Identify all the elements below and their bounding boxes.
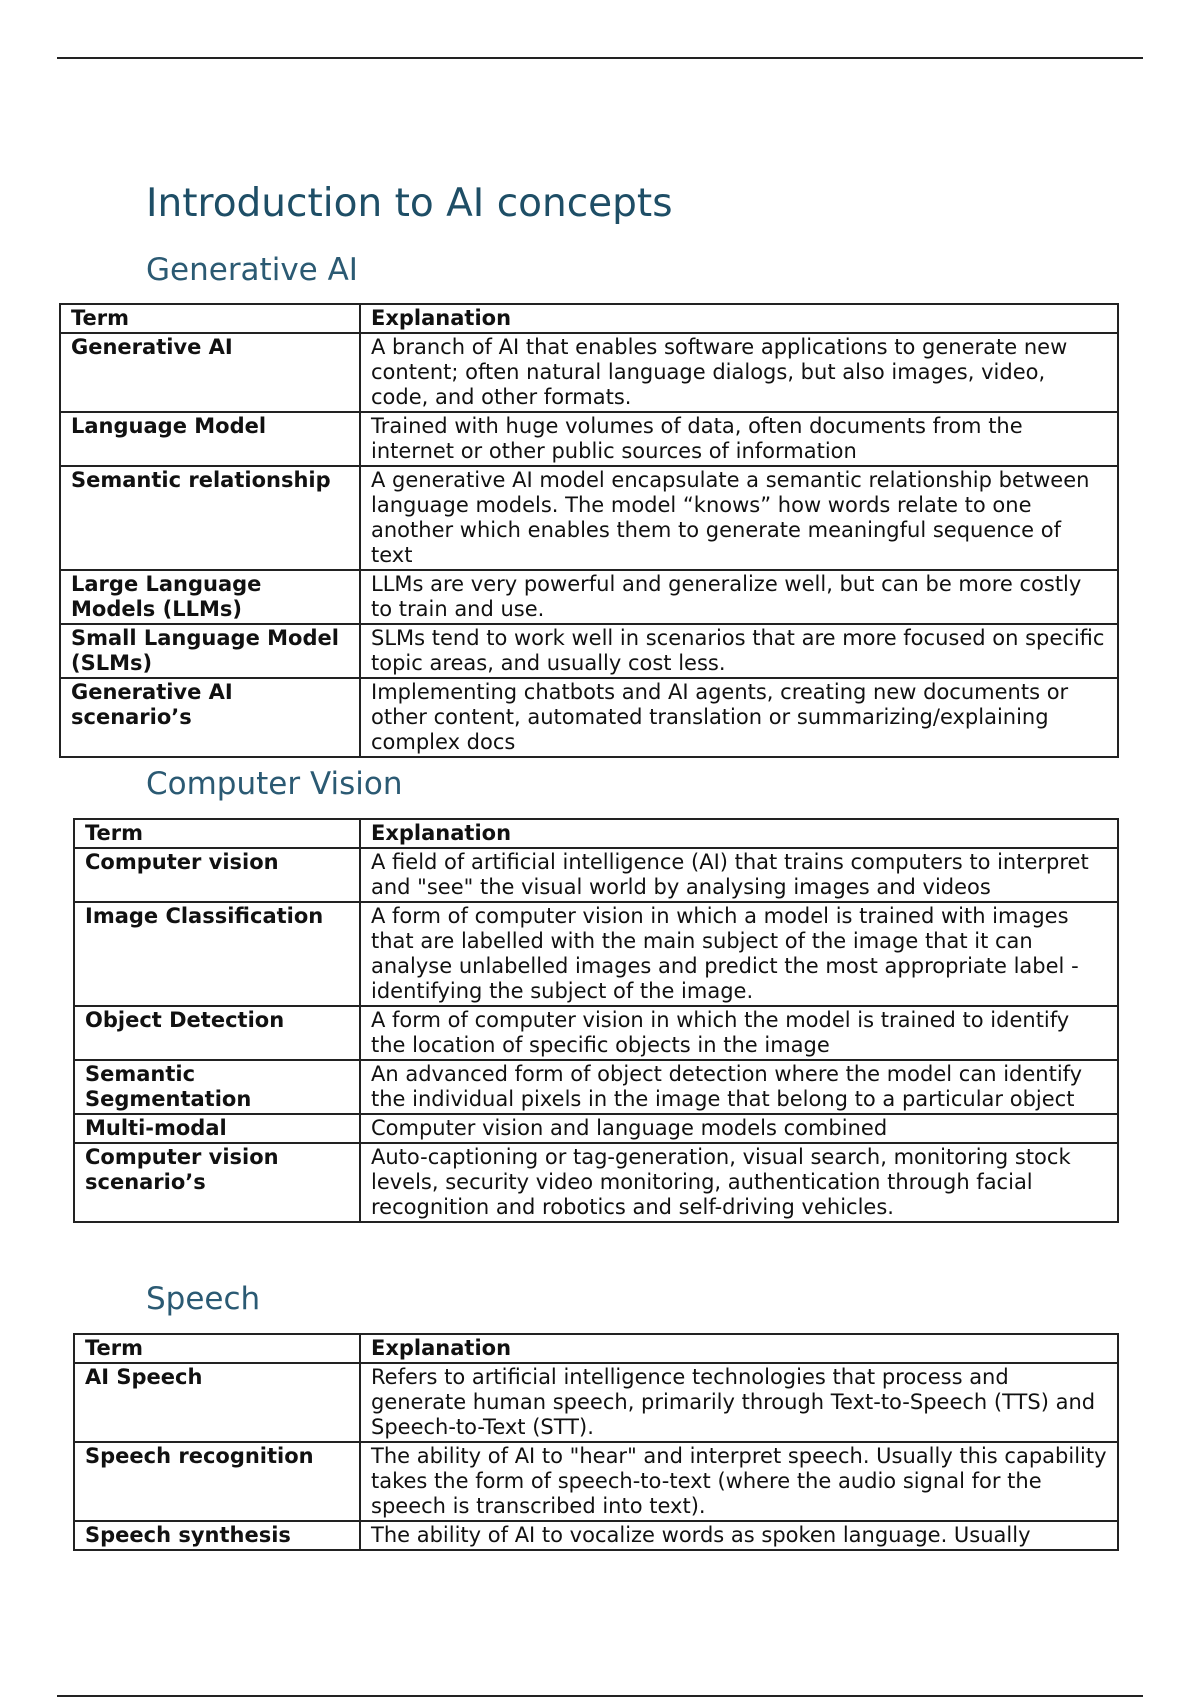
term-cell: Generative AI scenario’s — [60, 678, 360, 757]
term-cell: Generative AI — [60, 333, 360, 412]
table-header-row — [74, 1334, 1118, 1363]
term-cell: Language Model — [60, 412, 360, 466]
explanation-cell: A form of computer vision in which the model is trained to identify the location of specific objects in the image — [360, 1006, 1118, 1060]
explanation-cell: Implementing chatbots and AI agents, creating new documents or other content, automated translation or summarizing/explaining complex docs — [360, 678, 1118, 757]
header-rule — [57, 57, 1143, 59]
table-row — [60, 412, 1118, 466]
explanation-cell: An advanced form of object detection where the model can identify the individual pixels in the image that belong to a particular object — [360, 1060, 1118, 1114]
table-row — [74, 902, 1118, 1006]
section-heading-speech: Speech — [146, 1281, 261, 1317]
column-header-term: Term — [60, 304, 360, 333]
column-header-term: Term — [74, 1334, 360, 1363]
table-row — [74, 1521, 1118, 1550]
term-cell: Object Detection — [74, 1006, 360, 1060]
table-row — [74, 1442, 1118, 1521]
explanation-cell: The ability of AI to vocalize words as spoken language. Usually — [360, 1521, 1118, 1550]
generative-ai-table — [59, 303, 1119, 758]
term-cell: Semantic relationship — [60, 466, 360, 570]
table-row — [60, 624, 1118, 678]
table-row — [74, 848, 1118, 902]
column-header-explanation: Explanation — [360, 1334, 1118, 1363]
column-header-term: Term — [74, 819, 360, 848]
explanation-cell: The ability of AI to "hear" and interpret speech. Usually this capability takes the form of speech-to-text (where the audio signal for the speech is transcribed into text). — [360, 1442, 1118, 1521]
computer-vision-table — [73, 818, 1119, 1223]
section-heading-generative-ai: Generative AI — [146, 252, 358, 288]
table-row — [60, 333, 1118, 412]
table-row — [60, 466, 1118, 570]
table-row — [60, 678, 1118, 757]
section-heading-computer-vision: Computer Vision — [146, 766, 403, 802]
explanation-cell: Auto-captioning or tag-generation, visual search, monitoring stock levels, security video monitoring, authentication through facial recognition and robotics and self-driving vehicles. — [360, 1143, 1118, 1222]
document-title: Introduction to AI concepts — [146, 181, 673, 226]
table-row — [74, 1006, 1118, 1060]
explanation-cell: A generative AI model encapsulate a semantic relationship between language models. The model “knows” how words relate to one another which enables them to generate meaningful sequence of text — [360, 466, 1118, 570]
explanation-cell: Trained with huge volumes of data, often documents from the internet or other public sources of information — [360, 412, 1118, 466]
table-header-row — [74, 819, 1118, 848]
explanation-cell: Computer vision and language models combined — [360, 1114, 1118, 1143]
table-header-row — [60, 304, 1118, 333]
term-cell: Speech recognition — [74, 1442, 360, 1521]
footer-rule — [57, 1695, 1143, 1697]
explanation-cell: A field of artificial intelligence (AI) that trains computers to interpret and "see" the visual world by analysing images and videos — [360, 848, 1118, 902]
term-cell: Multi-modal — [74, 1114, 360, 1143]
explanation-cell: LLMs are very powerful and generalize well, but can be more costly to train and use. — [360, 570, 1118, 624]
table-row — [74, 1060, 1118, 1114]
term-cell: AI Speech — [74, 1363, 360, 1442]
explanation-cell: Refers to artificial intelligence technologies that process and generate human speech, primarily through Text-to-Speech (TTS) and Speech-to-Text (STT). — [360, 1363, 1118, 1442]
speech-table — [73, 1333, 1119, 1551]
explanation-cell: SLMs tend to work well in scenarios that are more focused on specific topic areas, and usually cost less. — [360, 624, 1118, 678]
table-row — [74, 1363, 1118, 1442]
column-header-explanation: Explanation — [360, 819, 1118, 848]
term-cell: Semantic Segmentation — [74, 1060, 360, 1114]
term-cell: Computer vision — [74, 848, 360, 902]
term-cell: Speech synthesis — [74, 1521, 360, 1550]
table-row — [74, 1114, 1118, 1143]
term-cell: Large Language Models (LLMs) — [60, 570, 360, 624]
explanation-cell: A branch of AI that enables software applications to generate new content; often natural language dialogs, but also images, video, code, and other formats. — [360, 333, 1118, 412]
term-cell: Image Classification — [74, 902, 360, 1006]
column-header-explanation: Explanation — [360, 304, 1118, 333]
term-cell: Computer vision scenario’s — [74, 1143, 360, 1222]
term-cell: Small Language Model (SLMs) — [60, 624, 360, 678]
explanation-cell: A form of computer vision in which a model is trained with images that are labelled with the main subject of the image that it can analyse unlabelled images and predict the most appropriate label - identifying the subject of the image. — [360, 902, 1118, 1006]
table-row — [74, 1143, 1118, 1222]
table-row — [60, 570, 1118, 624]
